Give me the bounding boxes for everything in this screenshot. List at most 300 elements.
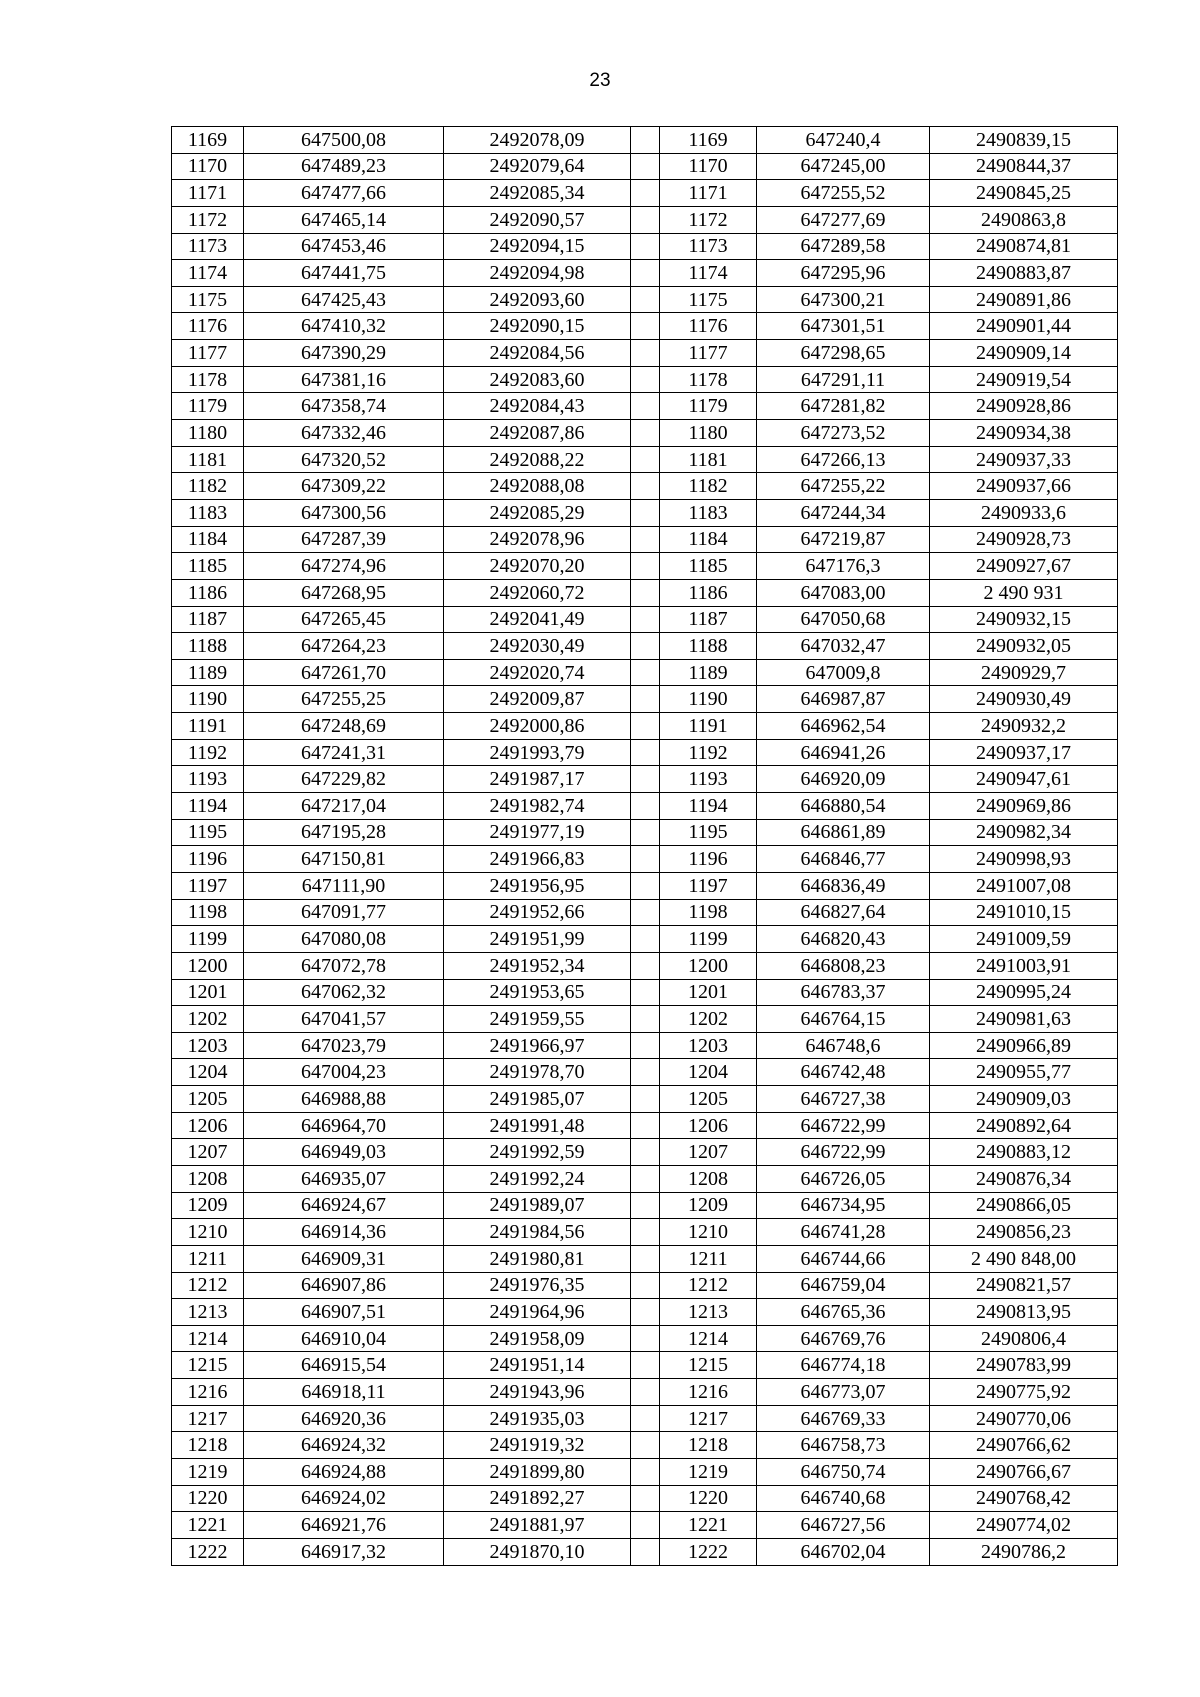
y-coordinate-right: 2 490 848,00	[930, 1245, 1118, 1272]
point-number-right: 1172	[660, 206, 757, 233]
y-coordinate-right: 2490927,67	[930, 553, 1118, 580]
point-number-left: 1177	[172, 340, 244, 367]
y-coordinate-right: 2490866,05	[930, 1192, 1118, 1219]
x-coordinate-right: 646846,77	[757, 846, 930, 873]
point-number-right: 1222	[660, 1538, 757, 1565]
y-coordinate-left: 2491951,14	[444, 1352, 631, 1379]
point-number-right: 1208	[660, 1165, 757, 1192]
y-coordinate-right: 2490839,15	[930, 127, 1118, 154]
spacer-cell	[631, 446, 660, 473]
point-number-left: 1183	[172, 499, 244, 526]
y-coordinate-right: 2490928,73	[930, 526, 1118, 553]
spacer-cell	[631, 1086, 660, 1113]
spacer-cell	[631, 606, 660, 633]
point-number-left: 1174	[172, 260, 244, 287]
spacer-cell	[631, 659, 660, 686]
spacer-cell	[631, 1379, 660, 1406]
x-coordinate-left: 647229,82	[244, 766, 444, 793]
x-coordinate-right: 646774,18	[757, 1352, 930, 1379]
spacer-cell	[631, 1245, 660, 1272]
y-coordinate-right: 2490783,99	[930, 1352, 1118, 1379]
point-number-left: 1214	[172, 1325, 244, 1352]
y-coordinate-right: 2490937,66	[930, 473, 1118, 500]
x-coordinate-left: 646918,11	[244, 1379, 444, 1406]
y-coordinate-left: 2491959,55	[444, 1006, 631, 1033]
coordinates-table	[171, 126, 1118, 1566]
point-number-left: 1187	[172, 606, 244, 633]
point-number-left: 1170	[172, 153, 244, 180]
x-coordinate-right: 646748,6	[757, 1032, 930, 1059]
y-coordinate-right: 2490876,34	[930, 1165, 1118, 1192]
point-number-left: 1199	[172, 926, 244, 953]
spacer-cell	[631, 499, 660, 526]
x-coordinate-right: 647009,8	[757, 659, 930, 686]
table-row	[172, 606, 1118, 633]
y-coordinate-left: 2491951,99	[444, 926, 631, 953]
y-coordinate-left: 2492020,74	[444, 659, 631, 686]
point-number-right: 1185	[660, 553, 757, 580]
x-coordinate-left: 646964,70	[244, 1112, 444, 1139]
x-coordinate-left: 647268,95	[244, 579, 444, 606]
table-row	[172, 819, 1118, 846]
x-coordinate-left: 646914,36	[244, 1219, 444, 1246]
table-row	[172, 340, 1118, 367]
x-coordinate-left: 646988,88	[244, 1086, 444, 1113]
x-coordinate-left: 647004,23	[244, 1059, 444, 1086]
y-coordinate-right: 2490934,38	[930, 420, 1118, 447]
spacer-cell	[631, 206, 660, 233]
page-number: 23	[589, 70, 611, 91]
x-coordinate-left: 646924,02	[244, 1485, 444, 1512]
point-number-right: 1180	[660, 420, 757, 447]
spacer-cell	[631, 1139, 660, 1166]
y-coordinate-right: 2490775,92	[930, 1379, 1118, 1406]
point-number-right: 1200	[660, 952, 757, 979]
x-coordinate-right: 647281,82	[757, 393, 930, 420]
spacer-cell	[631, 1538, 660, 1565]
x-coordinate-right: 646861,89	[757, 819, 930, 846]
x-coordinate-right: 646741,28	[757, 1219, 930, 1246]
x-coordinate-left: 647465,14	[244, 206, 444, 233]
table-row	[172, 1352, 1118, 1379]
table-row	[172, 659, 1118, 686]
table-row	[172, 1432, 1118, 1459]
point-number-left: 1213	[172, 1299, 244, 1326]
table-row	[172, 153, 1118, 180]
spacer-cell	[631, 739, 660, 766]
x-coordinate-right: 647300,21	[757, 286, 930, 313]
x-coordinate-right: 647050,68	[757, 606, 930, 633]
spacer-cell	[631, 1432, 660, 1459]
point-number-right: 1189	[660, 659, 757, 686]
point-number-right: 1186	[660, 579, 757, 606]
point-number-right: 1203	[660, 1032, 757, 1059]
y-coordinate-left: 2492078,96	[444, 526, 631, 553]
x-coordinate-left: 646920,36	[244, 1405, 444, 1432]
point-number-right: 1207	[660, 1139, 757, 1166]
y-coordinate-left: 2491953,65	[444, 979, 631, 1006]
y-coordinate-right: 2490966,89	[930, 1032, 1118, 1059]
x-coordinate-right: 646769,76	[757, 1325, 930, 1352]
point-number-right: 1206	[660, 1112, 757, 1139]
y-coordinate-left: 2492088,22	[444, 446, 631, 473]
x-coordinate-left: 647041,57	[244, 1006, 444, 1033]
y-coordinate-left: 2492093,60	[444, 286, 631, 313]
x-coordinate-right: 646827,64	[757, 899, 930, 926]
x-coordinate-right: 647295,96	[757, 260, 930, 287]
point-number-right: 1217	[660, 1405, 757, 1432]
spacer-cell	[631, 766, 660, 793]
y-coordinate-left: 2491870,10	[444, 1538, 631, 1565]
point-number-left: 1215	[172, 1352, 244, 1379]
x-coordinate-right: 646783,37	[757, 979, 930, 1006]
point-number-left: 1188	[172, 633, 244, 660]
y-coordinate-left: 2491992,24	[444, 1165, 631, 1192]
x-coordinate-left: 647274,96	[244, 553, 444, 580]
spacer-cell	[631, 713, 660, 740]
point-number-right: 1193	[660, 766, 757, 793]
x-coordinate-left: 646907,86	[244, 1272, 444, 1299]
x-coordinate-right: 646727,56	[757, 1512, 930, 1539]
y-coordinate-left: 2492090,57	[444, 206, 631, 233]
coordinates-table-body	[172, 127, 1118, 1566]
y-coordinate-right: 2490947,61	[930, 766, 1118, 793]
table-row	[172, 952, 1118, 979]
x-coordinate-left: 647477,66	[244, 180, 444, 207]
table-row	[172, 1192, 1118, 1219]
spacer-cell	[631, 153, 660, 180]
table-row	[172, 979, 1118, 1006]
y-coordinate-right: 2491007,08	[930, 872, 1118, 899]
spacer-cell	[631, 1032, 660, 1059]
y-coordinate-right: 2490937,17	[930, 739, 1118, 766]
x-coordinate-right: 646920,09	[757, 766, 930, 793]
y-coordinate-left: 2492085,29	[444, 499, 631, 526]
x-coordinate-right: 647298,65	[757, 340, 930, 367]
x-coordinate-left: 647489,23	[244, 153, 444, 180]
point-number-left: 1190	[172, 686, 244, 713]
point-number-left: 1171	[172, 180, 244, 207]
y-coordinate-right: 2490933,6	[930, 499, 1118, 526]
table-row	[172, 872, 1118, 899]
table-row	[172, 1006, 1118, 1033]
x-coordinate-left: 646917,32	[244, 1538, 444, 1565]
x-coordinate-right: 646765,36	[757, 1299, 930, 1326]
x-coordinate-right: 647083,00	[757, 579, 930, 606]
x-coordinate-left: 647091,77	[244, 899, 444, 926]
point-number-left: 1211	[172, 1245, 244, 1272]
x-coordinate-left: 647195,28	[244, 819, 444, 846]
y-coordinate-left: 2491982,74	[444, 793, 631, 820]
y-coordinate-left: 2491964,96	[444, 1299, 631, 1326]
x-coordinate-right: 646764,15	[757, 1006, 930, 1033]
table-row	[172, 926, 1118, 953]
spacer-cell	[631, 526, 660, 553]
table-row	[172, 633, 1118, 660]
point-number-left: 1178	[172, 366, 244, 393]
y-coordinate-right: 2 490 931	[930, 579, 1118, 606]
y-coordinate-right: 2490892,64	[930, 1112, 1118, 1139]
x-coordinate-left: 647441,75	[244, 260, 444, 287]
point-number-right: 1170	[660, 153, 757, 180]
table-row	[172, 579, 1118, 606]
x-coordinate-left: 647300,56	[244, 499, 444, 526]
x-coordinate-left: 647261,70	[244, 659, 444, 686]
point-number-left: 1181	[172, 446, 244, 473]
spacer-cell	[631, 1059, 660, 1086]
x-coordinate-left: 647111,90	[244, 872, 444, 899]
table-row	[172, 420, 1118, 447]
spacer-cell	[631, 979, 660, 1006]
x-coordinate-right: 647266,13	[757, 446, 930, 473]
spacer-cell	[631, 1272, 660, 1299]
x-coordinate-left: 647425,43	[244, 286, 444, 313]
y-coordinate-left: 2491993,79	[444, 739, 631, 766]
table-row	[172, 1405, 1118, 1432]
table-row	[172, 1459, 1118, 1486]
y-coordinate-right: 2490932,05	[930, 633, 1118, 660]
y-coordinate-left: 2492083,60	[444, 366, 631, 393]
y-coordinate-left: 2491976,35	[444, 1272, 631, 1299]
table-row	[172, 1245, 1118, 1272]
spacer-cell	[631, 793, 660, 820]
y-coordinate-left: 2492088,08	[444, 473, 631, 500]
table-row	[172, 553, 1118, 580]
y-coordinate-right: 2490863,8	[930, 206, 1118, 233]
y-coordinate-right: 2490919,54	[930, 366, 1118, 393]
point-number-right: 1205	[660, 1086, 757, 1113]
table-row	[172, 1059, 1118, 1086]
spacer-cell	[631, 1006, 660, 1033]
y-coordinate-left: 2491985,07	[444, 1086, 631, 1113]
y-coordinate-right: 2490901,44	[930, 313, 1118, 340]
y-coordinate-left: 2491952,34	[444, 952, 631, 979]
point-number-right: 1188	[660, 633, 757, 660]
x-coordinate-right: 646769,33	[757, 1405, 930, 1432]
y-coordinate-left: 2492009,87	[444, 686, 631, 713]
point-number-right: 1184	[660, 526, 757, 553]
x-coordinate-left: 647287,39	[244, 526, 444, 553]
y-coordinate-left: 2491935,03	[444, 1405, 631, 1432]
x-coordinate-right: 646773,07	[757, 1379, 930, 1406]
table-row	[172, 260, 1118, 287]
y-coordinate-right: 2490932,2	[930, 713, 1118, 740]
spacer-cell	[631, 393, 660, 420]
spacer-cell	[631, 1299, 660, 1326]
x-coordinate-right: 646750,74	[757, 1459, 930, 1486]
point-number-right: 1175	[660, 286, 757, 313]
spacer-cell	[631, 1485, 660, 1512]
x-coordinate-right: 647255,52	[757, 180, 930, 207]
point-number-left: 1197	[172, 872, 244, 899]
spacer-cell	[631, 366, 660, 393]
x-coordinate-right: 647244,34	[757, 499, 930, 526]
table-row	[172, 1112, 1118, 1139]
point-number-right: 1173	[660, 233, 757, 260]
x-coordinate-right: 646744,66	[757, 1245, 930, 1272]
table-row	[172, 1032, 1118, 1059]
y-coordinate-left: 2492070,20	[444, 553, 631, 580]
spacer-cell	[631, 1112, 660, 1139]
table-row	[172, 233, 1118, 260]
point-number-right: 1179	[660, 393, 757, 420]
point-number-left: 1212	[172, 1272, 244, 1299]
spacer-cell	[631, 233, 660, 260]
x-coordinate-right: 646759,04	[757, 1272, 930, 1299]
point-number-left: 1217	[172, 1405, 244, 1432]
y-coordinate-left: 2492060,72	[444, 579, 631, 606]
table-row	[172, 1272, 1118, 1299]
y-coordinate-left: 2491892,27	[444, 1485, 631, 1512]
y-coordinate-left: 2492041,49	[444, 606, 631, 633]
x-coordinate-right: 646734,95	[757, 1192, 930, 1219]
table-row	[172, 899, 1118, 926]
x-coordinate-left: 646924,88	[244, 1459, 444, 1486]
point-number-right: 1211	[660, 1245, 757, 1272]
x-coordinate-left: 647500,08	[244, 127, 444, 154]
point-number-right: 1213	[660, 1299, 757, 1326]
point-number-right: 1183	[660, 499, 757, 526]
table-row	[172, 1485, 1118, 1512]
y-coordinate-right: 2490969,86	[930, 793, 1118, 820]
x-coordinate-left: 647241,31	[244, 739, 444, 766]
point-number-left: 1192	[172, 739, 244, 766]
y-coordinate-left: 2491881,97	[444, 1512, 631, 1539]
point-number-right: 1204	[660, 1059, 757, 1086]
table-row	[172, 366, 1118, 393]
point-number-right: 1176	[660, 313, 757, 340]
x-coordinate-right: 647219,87	[757, 526, 930, 553]
x-coordinate-right: 647240,4	[757, 127, 930, 154]
x-coordinate-left: 647150,81	[244, 846, 444, 873]
spacer-cell	[631, 1192, 660, 1219]
spacer-cell	[631, 553, 660, 580]
point-number-left: 1206	[172, 1112, 244, 1139]
x-coordinate-right: 647289,58	[757, 233, 930, 260]
y-coordinate-left: 2492084,56	[444, 340, 631, 367]
y-coordinate-right: 2490929,7	[930, 659, 1118, 686]
point-number-right: 1177	[660, 340, 757, 367]
point-number-right: 1196	[660, 846, 757, 873]
point-number-right: 1178	[660, 366, 757, 393]
x-coordinate-left: 646909,31	[244, 1245, 444, 1272]
point-number-left: 1196	[172, 846, 244, 873]
spacer-cell	[631, 1325, 660, 1352]
point-number-left: 1184	[172, 526, 244, 553]
spacer-cell	[631, 846, 660, 873]
point-number-right: 1181	[660, 446, 757, 473]
point-number-left: 1221	[172, 1512, 244, 1539]
point-number-right: 1194	[660, 793, 757, 820]
y-coordinate-right: 2490845,25	[930, 180, 1118, 207]
y-coordinate-left: 2492084,43	[444, 393, 631, 420]
x-coordinate-right: 646702,04	[757, 1538, 930, 1565]
x-coordinate-left: 647309,22	[244, 473, 444, 500]
spacer-cell	[631, 819, 660, 846]
point-number-right: 1190	[660, 686, 757, 713]
table-row	[172, 206, 1118, 233]
point-number-right: 1195	[660, 819, 757, 846]
y-coordinate-left: 2491989,07	[444, 1192, 631, 1219]
y-coordinate-left: 2491956,95	[444, 872, 631, 899]
x-coordinate-right: 647255,22	[757, 473, 930, 500]
x-coordinate-right: 647301,51	[757, 313, 930, 340]
spacer-cell	[631, 473, 660, 500]
y-coordinate-right: 2490995,24	[930, 979, 1118, 1006]
table-row	[172, 286, 1118, 313]
point-number-left: 1185	[172, 553, 244, 580]
y-coordinate-right: 2491009,59	[930, 926, 1118, 953]
y-coordinate-right: 2490937,33	[930, 446, 1118, 473]
point-number-right: 1216	[660, 1379, 757, 1406]
y-coordinate-right: 2490766,67	[930, 1459, 1118, 1486]
y-coordinate-right: 2490770,06	[930, 1405, 1118, 1432]
point-number-left: 1176	[172, 313, 244, 340]
y-coordinate-right: 2490928,86	[930, 393, 1118, 420]
x-coordinate-left: 647320,52	[244, 446, 444, 473]
y-coordinate-left: 2491958,09	[444, 1325, 631, 1352]
y-coordinate-right: 2491003,91	[930, 952, 1118, 979]
y-coordinate-right: 2490844,37	[930, 153, 1118, 180]
table-row	[172, 393, 1118, 420]
point-number-right: 1215	[660, 1352, 757, 1379]
y-coordinate-right: 2490909,03	[930, 1086, 1118, 1113]
point-number-left: 1193	[172, 766, 244, 793]
x-coordinate-left: 647217,04	[244, 793, 444, 820]
x-coordinate-right: 646727,38	[757, 1086, 930, 1113]
spacer-cell	[631, 420, 660, 447]
table-row	[172, 127, 1118, 154]
point-number-left: 1189	[172, 659, 244, 686]
point-number-right: 1218	[660, 1432, 757, 1459]
point-number-left: 1202	[172, 1006, 244, 1033]
y-coordinate-right: 2490982,34	[930, 819, 1118, 846]
x-coordinate-left: 647255,25	[244, 686, 444, 713]
x-coordinate-right: 646820,43	[757, 926, 930, 953]
spacer-cell	[631, 180, 660, 207]
y-coordinate-right: 2490766,62	[930, 1432, 1118, 1459]
y-coordinate-right: 2490883,12	[930, 1139, 1118, 1166]
table-row	[172, 739, 1118, 766]
y-coordinate-right: 2490883,87	[930, 260, 1118, 287]
point-number-right: 1221	[660, 1512, 757, 1539]
table-row	[172, 313, 1118, 340]
point-number-left: 1210	[172, 1219, 244, 1246]
spacer-cell	[631, 579, 660, 606]
x-coordinate-right: 646808,23	[757, 952, 930, 979]
table-row	[172, 713, 1118, 740]
x-coordinate-right: 647291,11	[757, 366, 930, 393]
x-coordinate-right: 647176,3	[757, 553, 930, 580]
x-coordinate-left: 647390,29	[244, 340, 444, 367]
point-number-right: 1192	[660, 739, 757, 766]
y-coordinate-left: 2492030,49	[444, 633, 631, 660]
point-number-left: 1191	[172, 713, 244, 740]
x-coordinate-left: 646949,03	[244, 1139, 444, 1166]
spacer-cell	[631, 1219, 660, 1246]
y-coordinate-left: 2492000,86	[444, 713, 631, 740]
x-coordinate-left: 647410,32	[244, 313, 444, 340]
table-row	[172, 1325, 1118, 1352]
x-coordinate-left: 646915,54	[244, 1352, 444, 1379]
point-number-right: 1191	[660, 713, 757, 740]
spacer-cell	[631, 313, 660, 340]
y-coordinate-right: 2490998,93	[930, 846, 1118, 873]
x-coordinate-left: 647332,46	[244, 420, 444, 447]
x-coordinate-right: 646758,73	[757, 1432, 930, 1459]
y-coordinate-right: 2491010,15	[930, 899, 1118, 926]
table-row	[172, 446, 1118, 473]
